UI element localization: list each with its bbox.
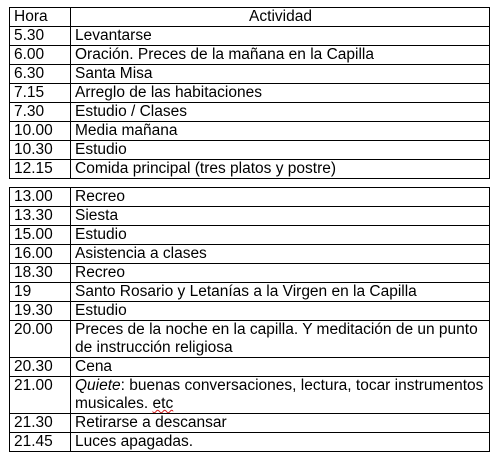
table-row [10,283,490,302]
table-row [10,321,490,358]
hora-cell: 6.00 [10,46,71,65]
hora-cell: 10.00 [10,122,71,141]
table-row [10,188,490,207]
actividad-cell: Preces de la noche en la capilla. Y meditación de un punto de instrucción religiosa [71,321,490,358]
actividad-cell: Luces apagadas. [71,433,490,452]
table-row [10,264,490,283]
table-row [10,141,490,160]
actividad-cell: Estudio [71,226,490,245]
actividad-cell: Comida principal (tres platos y postre) [71,160,490,179]
table-row [10,103,490,122]
table-row [10,377,490,414]
actividad-cell: Media mañana [71,122,490,141]
actividad-cell: Estudio [71,302,490,321]
hora-cell: 21.00 [10,377,71,414]
table-row [10,160,490,179]
actividad-cell: Oración. Preces de la mañana en la Capilla [71,46,490,65]
hora-cell: 20.00 [10,321,71,358]
schedule-table-morning [9,7,490,179]
table-row [10,433,490,452]
actividad-cell: Cena [71,358,490,377]
actividad-cell: Siesta [71,207,490,226]
hora-cell: 18.30 [10,264,71,283]
actividad-cell: Santa Misa [71,65,490,84]
hora-cell: 19 [10,283,71,302]
table-row [10,245,490,264]
actividad-cell: Recreo [71,264,490,283]
hora-cell: 20.30 [10,358,71,377]
actividad-text: : buenas conversaciones, lectura, tocar instrumentos musicales. [75,377,484,412]
column-header-hora: Hora [10,8,71,27]
actividad-cell [71,377,490,414]
table-row [10,207,490,226]
hora-cell: 5.30 [10,27,71,46]
hora-cell: 6.30 [10,65,71,84]
table-row [10,414,490,433]
hora-cell: 7.30 [10,103,71,122]
schedule-table-afternoon [9,187,490,452]
table-row [10,122,490,141]
hora-cell: 19.30 [10,302,71,321]
hora-cell: 10.30 [10,141,71,160]
hora-cell: 12.15 [10,160,71,179]
spellcheck-underlined-text: etc [152,395,174,412]
actividad-cell: Estudio [71,141,490,160]
hora-cell: 15.00 [10,226,71,245]
actividad-cell: Asistencia a clases [71,245,490,264]
hora-cell: 13.30 [10,207,71,226]
hora-cell: 7.15 [10,84,71,103]
table-row [10,226,490,245]
actividad-cell: Recreo [71,188,490,207]
hora-cell: 21.45 [10,433,71,452]
hora-cell: 13.00 [10,188,71,207]
table-row [10,84,490,103]
actividad-cell: Levantarse [71,27,490,46]
table-header-row [10,8,490,27]
actividad-cell: Santo Rosario y Letanías a la Virgen en la Capilla [71,283,490,302]
hora-cell: 21.30 [10,414,71,433]
hora-cell: 16.00 [10,245,71,264]
actividad-cell: Arreglo de las habitaciones [71,84,490,103]
table-row [10,27,490,46]
quiete-italic-text: Quiete [75,377,121,394]
actividad-cell: Retirarse a descansar [71,414,490,433]
column-header-actividad: Actividad [71,8,490,27]
actividad-cell: Estudio / Clases [71,103,490,122]
table-row [10,46,490,65]
table-row [10,302,490,321]
table-row [10,358,490,377]
table-row [10,65,490,84]
